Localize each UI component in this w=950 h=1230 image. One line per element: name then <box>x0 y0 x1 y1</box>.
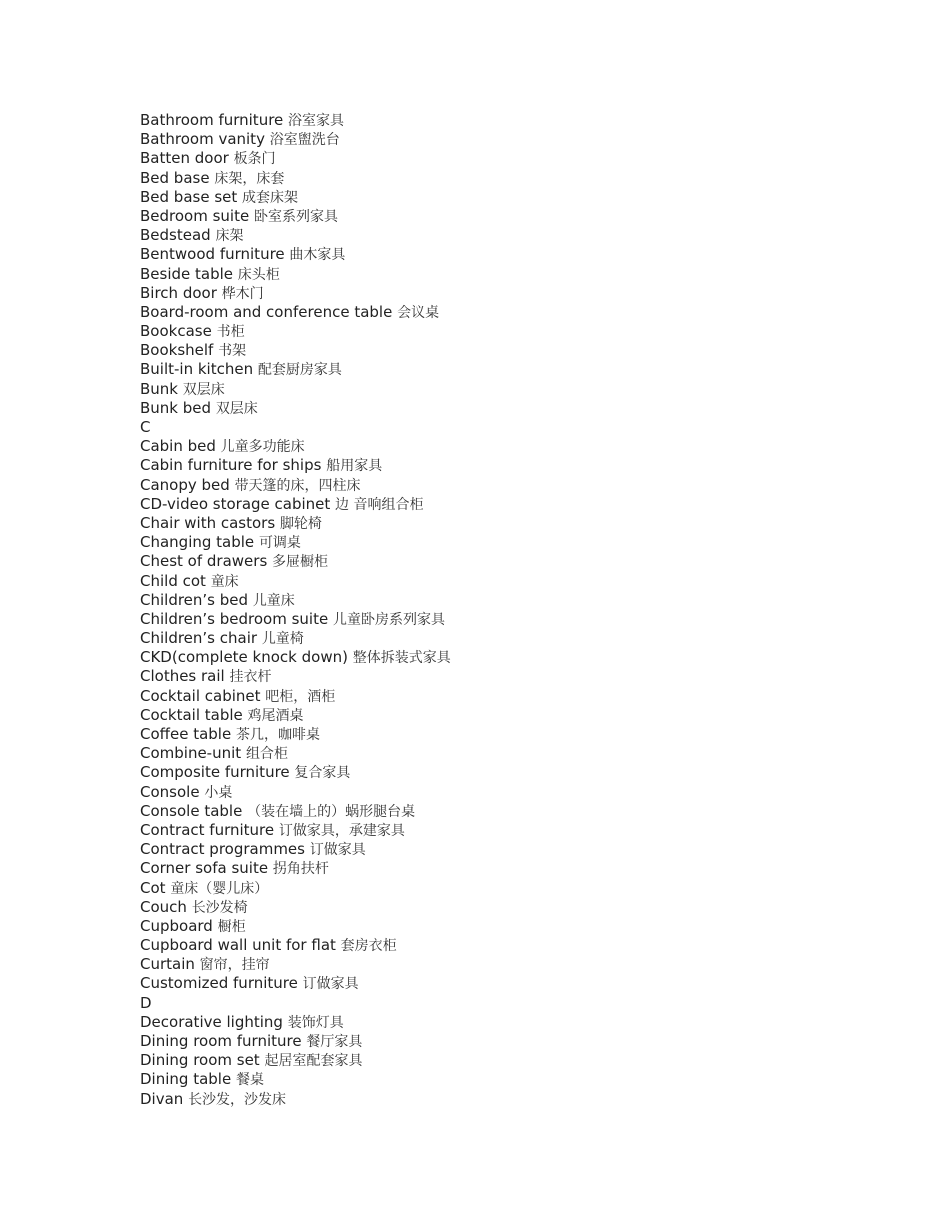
glossary-entry <box>140 265 900 284</box>
chinese-translation: 儿童多功能床 <box>220 439 305 456</box>
chinese-translation: 书架 <box>218 343 247 360</box>
chinese-translation: 双层床 <box>182 381 225 398</box>
glossary-entry <box>140 552 900 571</box>
english-term: Console table <box>140 801 248 820</box>
english-term: Children’s bed <box>140 590 253 609</box>
chinese-translation: 船用家具 <box>326 458 383 475</box>
chinese-translation: 书柜 <box>216 324 245 341</box>
glossary-entry <box>140 725 900 744</box>
glossary-entry <box>140 1070 900 1089</box>
chinese-translation: 长沙发，沙发床 <box>188 1091 287 1108</box>
chinese-translation: 曲木家具 <box>289 247 346 264</box>
glossary-entry <box>140 840 900 859</box>
glossary-entry <box>140 648 900 667</box>
chinese-translation: 床架，床套 <box>214 170 285 187</box>
chinese-translation: 茶几，咖啡桌 <box>235 727 320 743</box>
chinese-translation: 起居室配套家具 <box>264 1053 363 1070</box>
glossary-entry <box>140 380 900 399</box>
english-term: Cabin furniture for ships <box>140 456 327 475</box>
glossary-entry <box>140 572 900 591</box>
glossary-entry <box>140 917 900 936</box>
chinese-translation: 童床 <box>210 573 239 590</box>
glossary-entry <box>140 610 900 629</box>
chinese-translation: 带天篷的床，四柱床 <box>234 477 361 494</box>
glossary-entry <box>140 418 900 437</box>
glossary-entry <box>140 687 900 706</box>
glossary-entry <box>140 629 900 648</box>
english-term: Clothes rail <box>140 667 230 686</box>
english-term: Changing table <box>140 533 259 552</box>
glossary-entry <box>140 955 900 974</box>
english-term: Bookshelf <box>140 341 219 360</box>
chinese-translation: 装饰灯具 <box>287 1014 344 1031</box>
english-term: Bathroom furniture <box>140 111 289 129</box>
glossary-entry <box>140 744 900 763</box>
english-term: Children’s bedroom suite <box>140 609 333 628</box>
english-term: Canopy bed <box>140 475 235 494</box>
chinese-translation: 窗帘，挂帘 <box>199 957 270 974</box>
chinese-translation: 订做家具，承建家具 <box>278 822 405 839</box>
english-term: Cupboard <box>140 916 218 935</box>
glossary-entry <box>140 994 900 1013</box>
english-term: Cocktail table <box>140 705 248 724</box>
english-term: Couch <box>140 897 192 916</box>
chinese-translation: 复合家具 <box>294 765 351 782</box>
glossary-entry <box>140 706 900 725</box>
english-term: Contract programmes <box>140 840 310 859</box>
english-term: D <box>140 993 152 1012</box>
glossary-entry <box>140 476 900 495</box>
chinese-translation: 儿童床 <box>252 592 295 609</box>
glossary-entry <box>140 149 900 168</box>
chinese-translation: 橱柜 <box>217 918 246 935</box>
english-term: Birch door <box>140 283 222 302</box>
chinese-translation: 儿童椅 <box>261 631 304 648</box>
glossary-entry <box>140 898 900 917</box>
chinese-translation: 童床（婴儿床） <box>170 880 269 897</box>
chinese-translation: 配套厨房家具 <box>257 362 342 379</box>
english-term: Bed base <box>140 168 215 187</box>
english-term: Customized furniture <box>140 974 303 993</box>
english-term: Console <box>140 782 205 801</box>
chinese-translation: 吧柜，酒柜 <box>265 688 336 705</box>
glossary-entry <box>140 1032 900 1051</box>
glossary-entry <box>140 245 900 264</box>
glossary-entry <box>140 456 900 475</box>
chinese-translation: 多屉橱柜 <box>272 554 329 571</box>
glossary-entry <box>140 1090 900 1109</box>
chinese-translation: 餐厅家具 <box>306 1034 363 1050</box>
english-term: Contract furniture <box>140 820 279 839</box>
english-term: Cupboard wall unit for flat <box>140 936 341 955</box>
chinese-translation: 会议桌 <box>397 304 440 321</box>
english-term: Cot <box>140 878 171 897</box>
english-term: Dining room set <box>140 1051 265 1070</box>
glossary-entry <box>140 284 900 303</box>
glossary-entry <box>140 821 900 840</box>
glossary-entry <box>140 667 900 686</box>
chinese-translation: 餐桌 <box>235 1072 264 1089</box>
chinese-translation: （装在墙上的）蜗形腿台桌 <box>247 803 416 820</box>
english-term: Dining table <box>140 1070 236 1089</box>
english-term: Dining room furniture <box>140 1032 307 1050</box>
glossary-entry <box>140 936 900 955</box>
chinese-translation: 床头柜 <box>237 266 280 283</box>
english-term: Corner sofa suite <box>140 859 273 878</box>
glossary-entry <box>140 322 900 341</box>
english-term: Bunk <box>140 379 183 398</box>
english-term: Children’s chair <box>140 629 262 648</box>
english-term: Built-in kitchen <box>140 360 258 379</box>
glossary-page <box>140 111 900 1109</box>
chinese-translation: 成套床架 <box>242 189 299 206</box>
glossary-entry <box>140 188 900 207</box>
chinese-translation: 挂衣杆 <box>229 669 272 686</box>
chinese-translation: 订做家具 <box>309 842 366 859</box>
chinese-translation: 小桌 <box>204 784 233 801</box>
glossary-entry <box>140 533 900 552</box>
glossary-entry <box>140 341 900 360</box>
english-term: Bookcase <box>140 322 217 341</box>
glossary-entry <box>140 399 900 418</box>
glossary-entry <box>140 169 900 188</box>
chinese-translation: 可调桌 <box>258 535 301 552</box>
glossary-entry <box>140 1051 900 1070</box>
glossary-entry <box>140 360 900 379</box>
english-term: Chest of drawers <box>140 552 273 571</box>
glossary-entry <box>140 303 900 322</box>
english-term: Combine-unit <box>140 744 246 763</box>
glossary-entry <box>140 226 900 245</box>
chinese-translation: 儿童卧房系列家具 <box>332 611 445 628</box>
chinese-translation: 双层床 <box>215 400 258 417</box>
glossary-entry <box>140 437 900 456</box>
glossary-entry <box>140 802 900 821</box>
glossary-entry <box>140 130 900 149</box>
glossary-entry <box>140 591 900 610</box>
glossary-entry <box>140 495 900 514</box>
glossary-entry <box>140 879 900 898</box>
english-term: Bunk bed <box>140 398 216 417</box>
glossary-entry <box>140 974 900 993</box>
glossary-entry <box>140 111 900 130</box>
chinese-translation: 长沙发椅 <box>191 899 248 916</box>
english-term: Chair with castors <box>140 513 280 532</box>
english-term: CKD(complete knock down) <box>140 648 353 667</box>
english-term: Bentwood furniture <box>140 245 290 264</box>
english-term: C <box>140 418 151 436</box>
chinese-translation: 床架 <box>215 228 244 245</box>
english-term: Cocktail cabinet <box>140 686 266 705</box>
english-term: Curtain <box>140 955 200 974</box>
chinese-translation: 鸡尾酒桌 <box>247 707 304 724</box>
glossary-entry <box>140 859 900 878</box>
english-term: Composite furniture <box>140 763 295 782</box>
chinese-translation: 订做家具 <box>302 976 359 993</box>
english-term: Bedroom suite <box>140 206 254 225</box>
chinese-translation: 浴室家具 <box>288 113 345 129</box>
english-term: Batten door <box>140 149 234 168</box>
chinese-translation: 整体拆装式家具 <box>352 650 451 667</box>
english-term: Decorative lighting <box>140 1012 288 1031</box>
english-term: Coffee table <box>140 725 236 743</box>
english-term: Bathroom vanity <box>140 130 270 149</box>
chinese-translation: 板条门 <box>233 151 276 168</box>
english-term: Beside table <box>140 264 238 283</box>
chinese-translation: 组合柜 <box>245 746 288 763</box>
english-term: Board-room and conference table <box>140 302 398 321</box>
english-term: Bed base set <box>140 187 243 206</box>
chinese-translation: 边 音响组合柜 <box>335 496 424 513</box>
english-term: Divan <box>140 1089 189 1108</box>
english-term: Child cot <box>140 571 211 590</box>
chinese-translation: 脚轮椅 <box>279 515 322 532</box>
glossary-entry <box>140 514 900 533</box>
chinese-translation: 桦木门 <box>221 285 264 302</box>
glossary-entry <box>140 1013 900 1032</box>
glossary-entry <box>140 207 900 226</box>
chinese-translation: 浴室盥洗台 <box>269 132 340 149</box>
glossary-entry <box>140 763 900 782</box>
english-term: Cabin bed <box>140 437 221 456</box>
chinese-translation: 套房衣柜 <box>340 938 397 955</box>
english-term: Bedstead <box>140 226 216 245</box>
chinese-translation: 拐角扶杆 <box>272 861 329 878</box>
glossary-entry <box>140 783 900 802</box>
english-term: CD-video storage cabinet <box>140 494 336 513</box>
chinese-translation: 卧室系列家具 <box>253 208 338 225</box>
